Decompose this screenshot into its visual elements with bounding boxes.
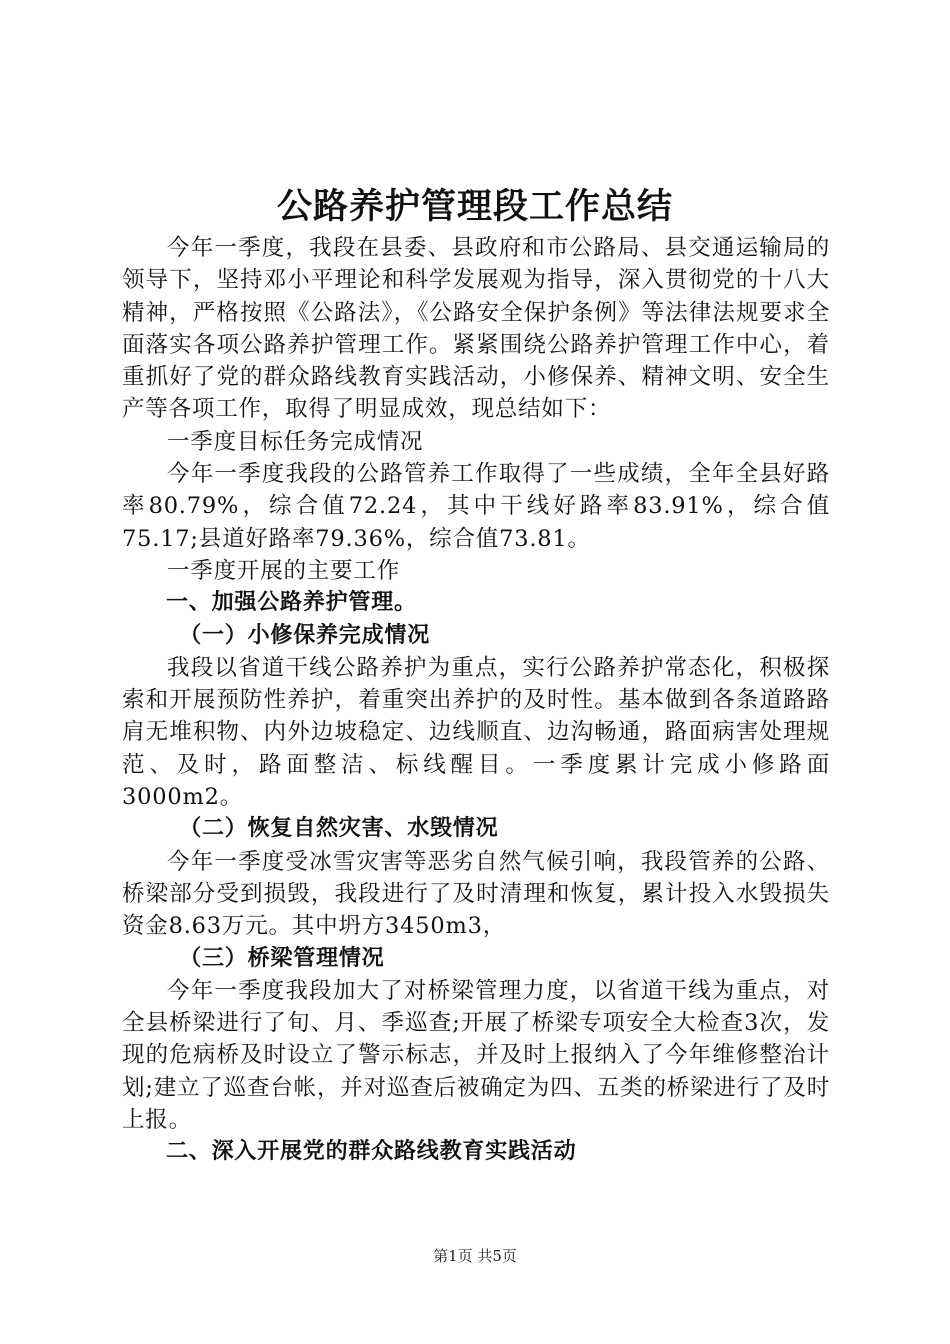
section-heading-main-work: 一季度开展的主要工作 xyxy=(167,557,401,584)
heading-strengthen-maintenance: 一、加强公路养护管理。 xyxy=(166,590,417,616)
section-heading-goals: 一季度目标任务完成情况 xyxy=(167,428,424,455)
intro-paragraph: 今年一季度，我段在县委、县政府和市公路局、县交通运输局的领导下，坚持邓小平理论和科学发展观为指导，深入贯彻党的十八大精神，严格按照《公路法》，《公路安全保护条例》等法律法规要求全面落实各项公路养护管理工作。紧紧围绕公路养护管理工作中心，着重抓好了党的群众路线教育实践活动，小修保养、精神文明、安全生产等各项工作，取得了明显成效，现总结如下： xyxy=(122,235,830,423)
disaster-recovery-paragraph: 今年一季度受冰雪灾害等恶劣自然气候引响，我段管养的公路、桥梁部分受到损毁，我段进行了及时清理和恢复，累计投入水毁损失资金8.63万元。其中坍方3450m3， xyxy=(122,848,830,940)
document-body xyxy=(122,232,830,1169)
bridge-management-paragraph: 今年一季度我段加大了对桥梁管理力度，以省道干线为重点，对全县桥梁进行了旬、月、季巡查;开展了桥梁专项安全大检查3次，发现的危病桥及时设立了警示标志，并及时上报纳入了今年维修整治计划;建立了巡查台帐，并对巡查后被确定为四、五类的桥梁进行了及时上报。 xyxy=(122,977,830,1134)
page-number-footer: 第1页 共5页 xyxy=(433,1247,517,1265)
subheading-minor-repair: （一）小修保养完成情况 xyxy=(179,622,430,648)
subheading-disaster-recovery: （二）恢复自然灾害、水毁情况 xyxy=(179,816,499,842)
heading-party-education: 二、深入开展党的群众路线教育实践活动 xyxy=(166,1139,577,1165)
goals-paragraph: 今年一季度我段的公路管养工作取得了一些成绩，全年全县好路率80.79%，综合值72.24，其中干线好路率83.91%，综合值75.17;县道好路率79.36%，综合值73.81。 xyxy=(122,461,830,552)
subheading-bridge-management: （三）桥梁管理情况 xyxy=(179,945,385,971)
document-title: 公路养护管理段工作总结 xyxy=(276,187,673,227)
minor-repair-paragraph: 我段以省道干线公路养护为重点，实行公路养护常态化，积极探索和开展预防性养护，着重突出养护的及时性。基本做到各条道路路肩无堆积物、内外边坡稳定、边线顺直、边沟畅通，路面病害处理规范、及时，路面整洁、标线醒目。一季度累计完成小修路面3000m2。 xyxy=(122,654,830,811)
